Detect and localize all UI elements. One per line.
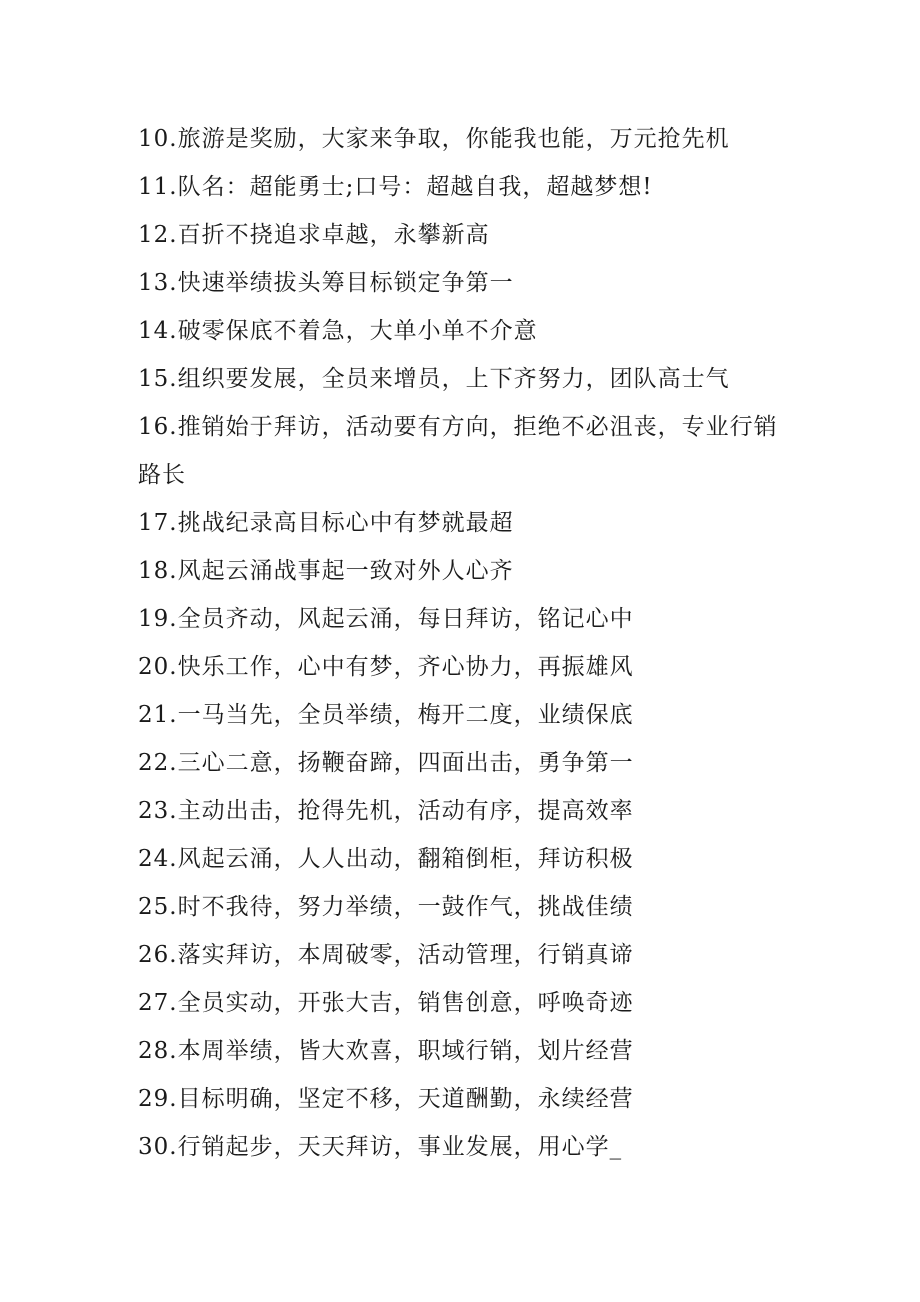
slogan-line-15: 15.组织要发展，全员来增员，上下齐努力，团队高士气 [138, 366, 730, 392]
slogan-line-28: 28.本周举绩，皆大欢喜，职域行销，划片经营 [138, 1038, 634, 1064]
slogan-line-30: 30.行销起步，天天拜访，事业发展，用心学_ [138, 1134, 623, 1160]
slogan-line-23: 23.主动出击，抢得先机，活动有序，提高效率 [138, 798, 634, 824]
slogan-line-12: 12.百折不挠追求卓越，永攀新高 [138, 222, 490, 248]
slogan-line-21: 21.一马当先，全员举绩，梅开二度，业绩保底 [138, 702, 634, 728]
slogan-list [138, 115, 798, 1171]
slogan-line-19: 19.全员齐动，风起云涌，每日拜访，铭记心中 [138, 606, 634, 632]
slogan-line-24: 24.风起云涌，人人出动，翻箱倒柜，拜访积极 [138, 846, 634, 872]
slogan-line-20: 20.快乐工作，心中有梦，齐心协力，再振雄风 [138, 654, 634, 680]
slogan-line-22: 22.三心二意，扬鞭奋蹄，四面出击，勇争第一 [138, 750, 634, 776]
slogan-line-13: 13.快速举绩拔头筹目标锁定争第一 [138, 270, 514, 296]
slogan-line-17: 17.挑战纪录高目标心中有梦就最超 [138, 510, 514, 536]
slogan-line-14: 14.破零保底不着急，大单小单不介意 [138, 318, 538, 344]
slogan-line-26: 26.落实拜访，本周破零，活动管理，行销真谛 [138, 942, 634, 968]
slogan-line-10: 10.旅游是奖励，大家来争取，你能我也能，万元抢先机 [138, 126, 730, 152]
slogan-line-18: 18.风起云涌战事起一致对外人心齐 [138, 558, 514, 584]
slogan-line-27: 27.全员实动，开张大吉，销售创意，呼唤奇迹 [138, 990, 634, 1016]
slogan-line-16: 16.推销始于拜访，活动要有方向，拒绝不必沮丧，专业行销路长 [138, 414, 778, 488]
slogan-line-11: 11.队名：超能勇士;口号：超越自我，超越梦想! [138, 174, 653, 200]
slogan-line-29: 29.目标明确，坚定不移，天道酬勤，永续经营 [138, 1086, 634, 1112]
slogan-line-25: 25.时不我待，努力举绩，一鼓作气，挑战佳绩 [138, 894, 634, 920]
